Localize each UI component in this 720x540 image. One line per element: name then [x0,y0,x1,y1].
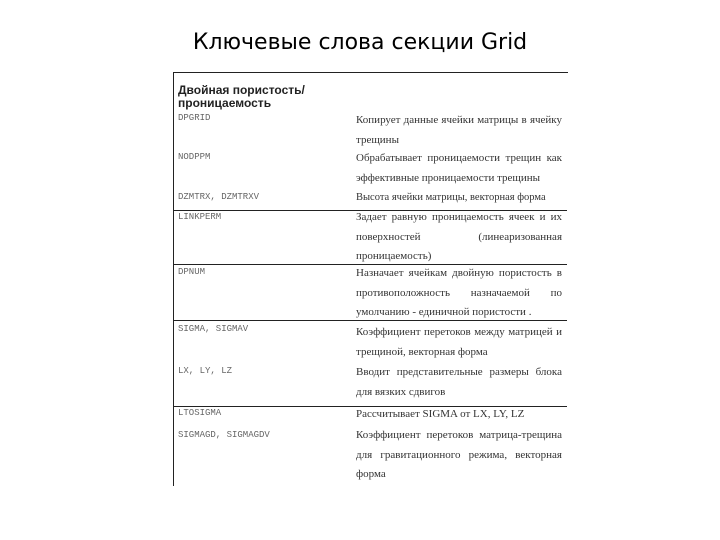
table-row-description: Копирует данные ячейки матрицы в ячейку трещины [356,114,562,146]
table-row-keyword: DPGRID [178,113,211,123]
table-row-keyword: DPNUM [178,267,206,277]
table-row-description: Коэффициент перетоков между матрицей и трещиной, векторная форма [356,326,562,358]
table-row-keyword: SIGMA, SIGMAV [178,324,249,334]
table-row-keyword: LTOSIGMA [178,408,222,418]
table-row-description: Назначает ячейкам двойную пористость в противоположность назначаемой по умолчанию - единичной пористости . [356,267,562,318]
table-row-keyword: DZMTRX, DZMTRXV [178,192,260,202]
slide-title: Ключевые слова секции Grid [192,30,528,55]
table-row-keyword: LX, LY, LZ [178,366,233,376]
table-row-description: Обрабатывает проницаемости трещин как эффективные проницаемости трещины [356,152,562,184]
table-row-keyword: LINKPERM [178,212,222,222]
table-row-description: Рассчитывает SIGMA от LX, LY, LZ [356,408,525,420]
table-row-keyword: NODPPM [178,152,211,162]
table-row-description: Высота ячейки матрицы, векторная форма [356,192,546,203]
table-row-description: Вводит представительные размеры блока для вязких сдвигов [356,366,562,398]
section-header: Двойная пористость/ проницаемость [178,83,305,110]
table-row-description: Коэффициент перетоков матрица-трещина для гравитационного режима, векторная форма [356,429,562,480]
table-row-description: Задает равную проницаемость ячеек и их поверхностей (линеаризованная проницаемость) [356,211,562,262]
table-row-keyword: SIGMAGD, SIGMAGDV [178,430,270,440]
